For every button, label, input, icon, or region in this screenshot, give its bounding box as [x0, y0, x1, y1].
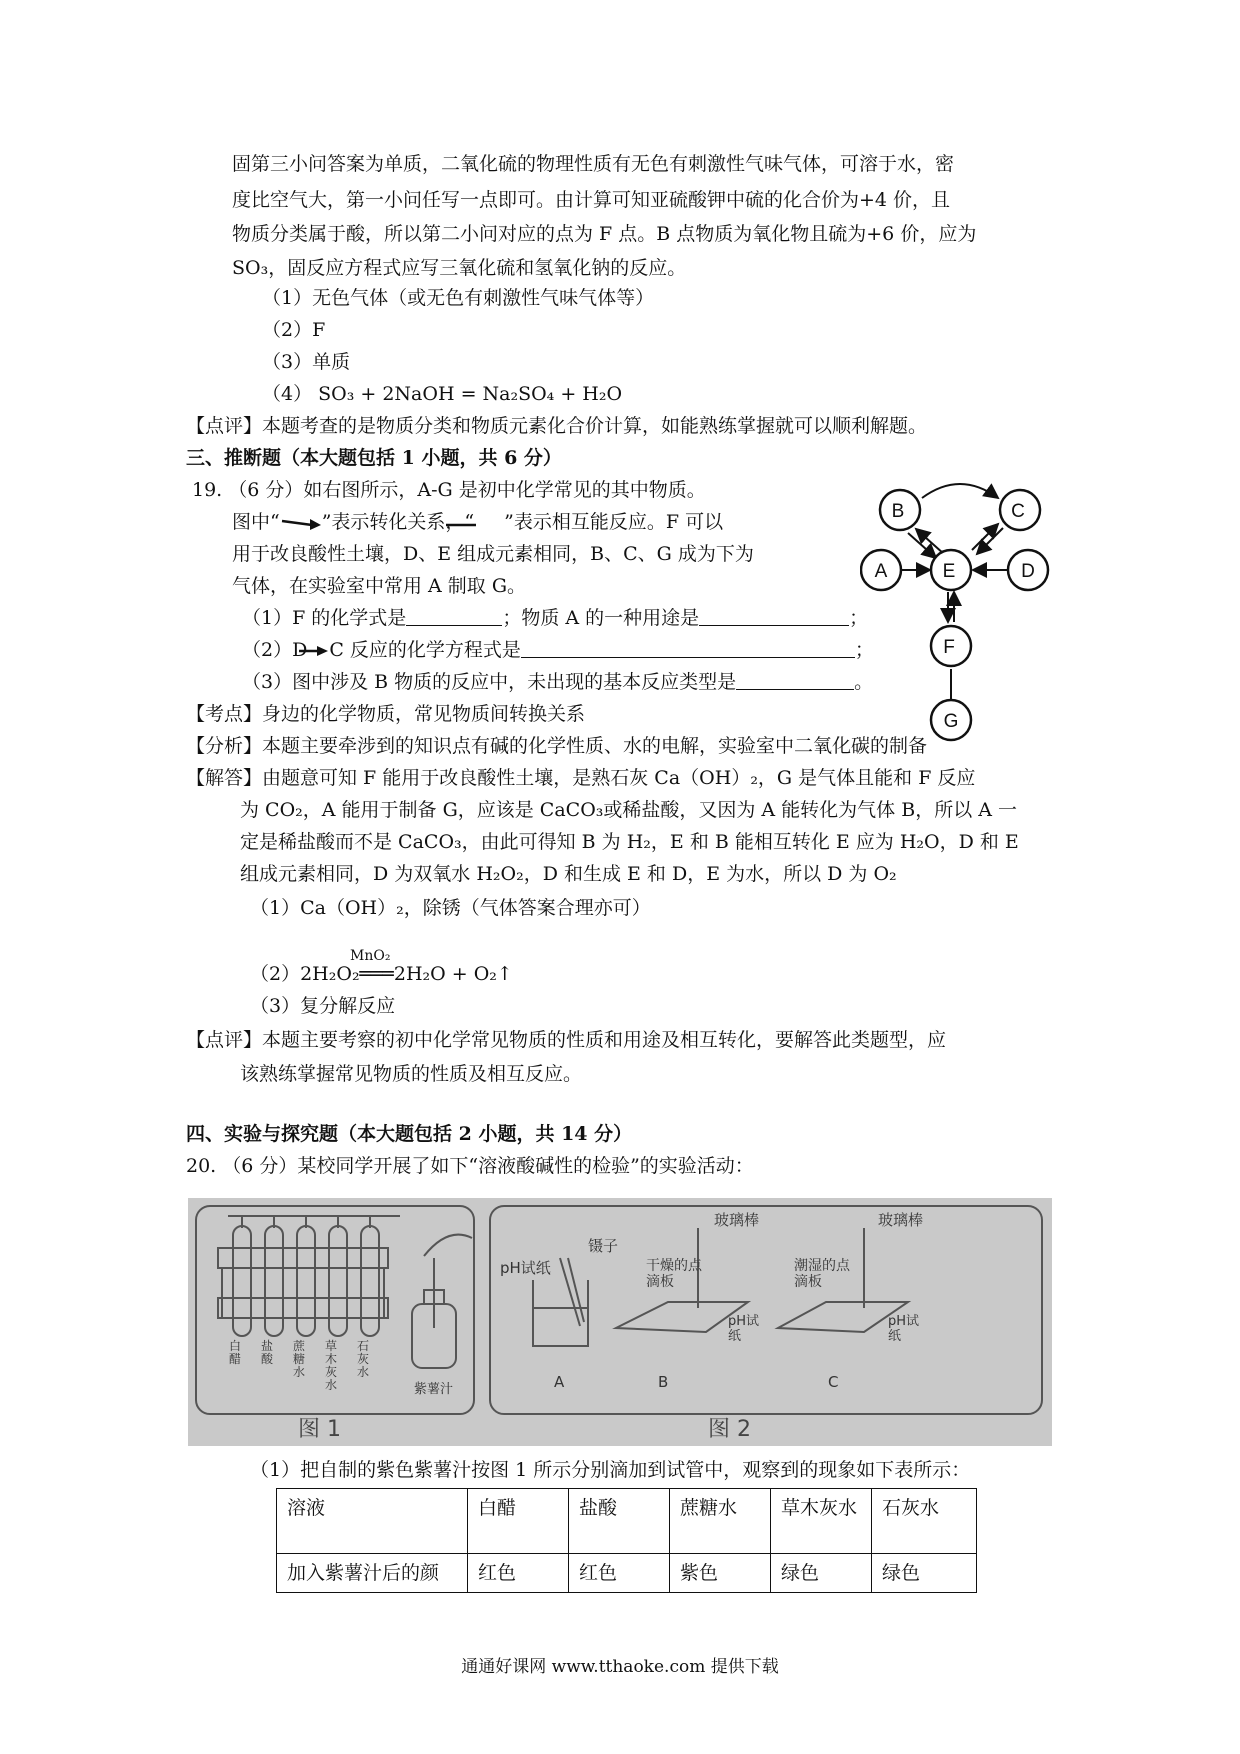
setup-c-label: C: [828, 1373, 839, 1391]
answer-blank-3[interactable]: [521, 639, 855, 658]
fig1-caption: 图 1: [298, 1417, 341, 1442]
answer-2: （2）F: [262, 319, 326, 341]
convert-arrow-icon: [280, 516, 322, 530]
jieda-line-3: 定是稀盐酸而不是 CaCO₃，由此可得知 B 为 H₂，E 和 B 能相互转化 E 应为 H₂O，D 和 E: [240, 831, 1019, 853]
analysis-line-1: 固第三小问答案为单质，二氧化硫的物理性质有无色有刺激性气味气体，可溶于水，密: [232, 153, 955, 175]
catalyst-label: MnO₂: [350, 948, 391, 964]
q19-part-2-text: （2）D: [242, 639, 308, 661]
convert-arrow-icon: [299, 644, 329, 658]
solution-answer-2: （2）2H₂O₂═══2H₂O + O₂↑: [250, 963, 513, 985]
dropper-label: 紫薯汁: [414, 1382, 454, 1397]
setup-b-label: B: [658, 1373, 669, 1391]
table-cell: 绿色: [872, 1554, 977, 1593]
answer-blank-2[interactable]: [699, 607, 849, 626]
table-cell: 红色: [468, 1554, 569, 1593]
relationship-diagram: [860, 478, 1060, 748]
review-prev: 【点评】本题考查的是物质分类和物质元素化合价计算，如能熟练掌握就可以顺利解题。: [186, 415, 928, 437]
q19-part-1-text-c: ；: [849, 607, 869, 629]
table-cell: 石灰水: [872, 1489, 977, 1554]
answer-blank-4[interactable]: [736, 671, 854, 690]
q19-part-1-text-b: ；物质 A 的一种用途是: [502, 607, 700, 629]
node-b-label: B: [891, 501, 905, 522]
q19-line-1: 19. （6 分）如右图所示，A-G 是初中化学常见的其中物质。: [192, 479, 706, 501]
tube-label-1: 白醋: [229, 1339, 242, 1366]
ph-paper-label-c: pH试纸: [888, 1314, 920, 1344]
table-row: [277, 1489, 977, 1554]
kaodian: 【考点】身边的化学物质，常见物质间转换关系: [186, 703, 586, 725]
tube-label-2: 盐酸: [261, 1339, 274, 1366]
table-cell: 绿色: [771, 1554, 872, 1593]
node-a-label: A: [874, 561, 888, 582]
solution-answer-3: （3）复分解反应: [250, 995, 396, 1017]
jieda-line-4: 组成元素相同，D 为双氧水 H₂O₂，D 和生成 E 和 D，E 为水，所以 D 为 O₂: [240, 863, 897, 885]
review-q19-line-2: 该熟练掌握常见物质的性质及相互反应。: [240, 1063, 583, 1085]
table-row: [277, 1554, 977, 1593]
q19-line-2b: ”表示转化关系，“: [321, 511, 475, 533]
dry-plate-label: 干燥的点滴板: [646, 1258, 702, 1290]
q19-part-2-text-c: ；: [854, 639, 874, 661]
q19-part-3: [242, 670, 873, 694]
table-cell: 草木灰水: [771, 1489, 872, 1554]
review-q19-line-1: 【点评】本题主要考察的初中化学常见物质的性质和用途及相互转化，要解答此类题型，应: [186, 1029, 947, 1051]
jieda-line-1: 【解答】由题意可知 F 能用于改良酸性土壤，是熟石灰 Ca（OH）₂，G 是气体且能和 F 反应: [186, 767, 976, 789]
answer-blank-1[interactable]: [406, 607, 502, 626]
answer-3: （3）单质: [262, 351, 351, 373]
ph-paper-label-b: pH试纸: [728, 1314, 760, 1344]
q19-part-2: [242, 638, 874, 662]
section-3-title: 三、推断题（本大题包括 1 小题，共 6 分）: [186, 447, 562, 469]
q20-part-1: （1）把自制的紫色紫薯汁按图 1 所示分别滴加到试管中，观察到的现象如下表所示：: [250, 1459, 971, 1481]
tube-label-3: 蔗糖水: [293, 1339, 306, 1379]
q20-intro: 20. （6 分）某校同学开展了如下“溶液酸碱性的检验”的实验活动：: [186, 1155, 754, 1177]
q19-line-2: [232, 510, 723, 534]
results-table: [276, 1488, 977, 1593]
table-cell: 溶液: [277, 1489, 468, 1554]
table-cell: 盐酸: [569, 1489, 670, 1554]
answer-1: （1）无色气体（或无色有刺激性气味气体等）: [262, 287, 655, 309]
wet-plate-label: 潮湿的点滴板: [794, 1258, 850, 1290]
glass-rod-label-1: 玻璃棒: [714, 1211, 760, 1229]
tweezers-label: 镊子: [588, 1237, 619, 1255]
ph-paper-label-a: pH试纸: [500, 1259, 551, 1277]
node-g-label: G: [943, 711, 959, 732]
solution-answer-1: （1）Ca（OH）₂，除锈（气体答案合理亦可）: [250, 897, 651, 919]
node-f-label: F: [943, 637, 955, 658]
q19-line-2a: 图中“: [232, 511, 280, 533]
table-cell: 紫色: [670, 1554, 771, 1593]
table-cell: 红色: [569, 1554, 670, 1593]
glass-rod-label-2: 玻璃棒: [878, 1211, 924, 1229]
jieda-line-2: 为 CO₂，A 能用于制备 G，应该是 CaCO₃或稀盐酸，又因为 A 能转化为气体 B，所以 A 一: [240, 799, 1017, 821]
analysis-line-3: 物质分类属于酸，所以第二小问对应的点为 F 点。B 点物质为氧化物且硫为+6 价，应为: [232, 223, 977, 245]
analysis-line-2: 度比空气大，第一小问任写一点即可。由计算可知亚硫酸钾中硫的化合价为+4 价，且: [232, 189, 951, 211]
node-c-label: C: [1011, 501, 1025, 522]
node-d-label: D: [1021, 561, 1035, 582]
analysis-line-4: SO₃，固反应方程式应写三氧化硫和氢氧化钠的反应。: [232, 257, 687, 279]
table-cell: 蔗糖水: [670, 1489, 771, 1554]
fenxi: 【分析】本题主要牵涉到的知识点有碱的化学性质、水的电解，实验室中二氧化碳的制备: [186, 735, 928, 757]
tube-label-4: 草木灰水: [325, 1339, 338, 1392]
node-e-label: E: [942, 561, 956, 582]
q19-line-3: 用于改良酸性土壤，D、E 组成元素相同，B、C、G 成为下为: [232, 543, 754, 565]
table-cell: 白醋: [468, 1489, 569, 1554]
section-4-title: 四、实验与探究题（本大题包括 2 小题，共 14 分）: [186, 1123, 633, 1145]
q19-line-2c: ”表示相互能反应。F 可以: [504, 511, 724, 533]
q19-line-4: 气体，在实验室中常用 A 制取 G。: [232, 575, 527, 597]
answer-4: （4） SO₃ + 2NaOH = Na₂SO₄ + H₂O: [262, 383, 623, 405]
fig2-caption: 图 2: [708, 1417, 751, 1442]
table-cell: 加入紫薯汁后的颜: [277, 1554, 468, 1593]
setup-a-label: A: [554, 1373, 565, 1391]
q19-part-2-text-b: C 反应的化学方程式是: [329, 639, 521, 661]
experiment-figure: [188, 1198, 1052, 1446]
q19-part-1: [242, 606, 868, 630]
q19-part-1-text: （1）F 的化学式是: [242, 607, 407, 629]
react-line-icon: [444, 516, 478, 530]
page-footer: 通通好课网 www.tthaoke.com 提供下载: [461, 1657, 779, 1677]
q19-part-3-text: （3）图中涉及 B 物质的反应中，未出现的基本反应类型是: [242, 671, 737, 693]
tube-label-5: 石灰水: [357, 1339, 370, 1379]
q19-part-3-text-b: 。: [854, 671, 874, 693]
